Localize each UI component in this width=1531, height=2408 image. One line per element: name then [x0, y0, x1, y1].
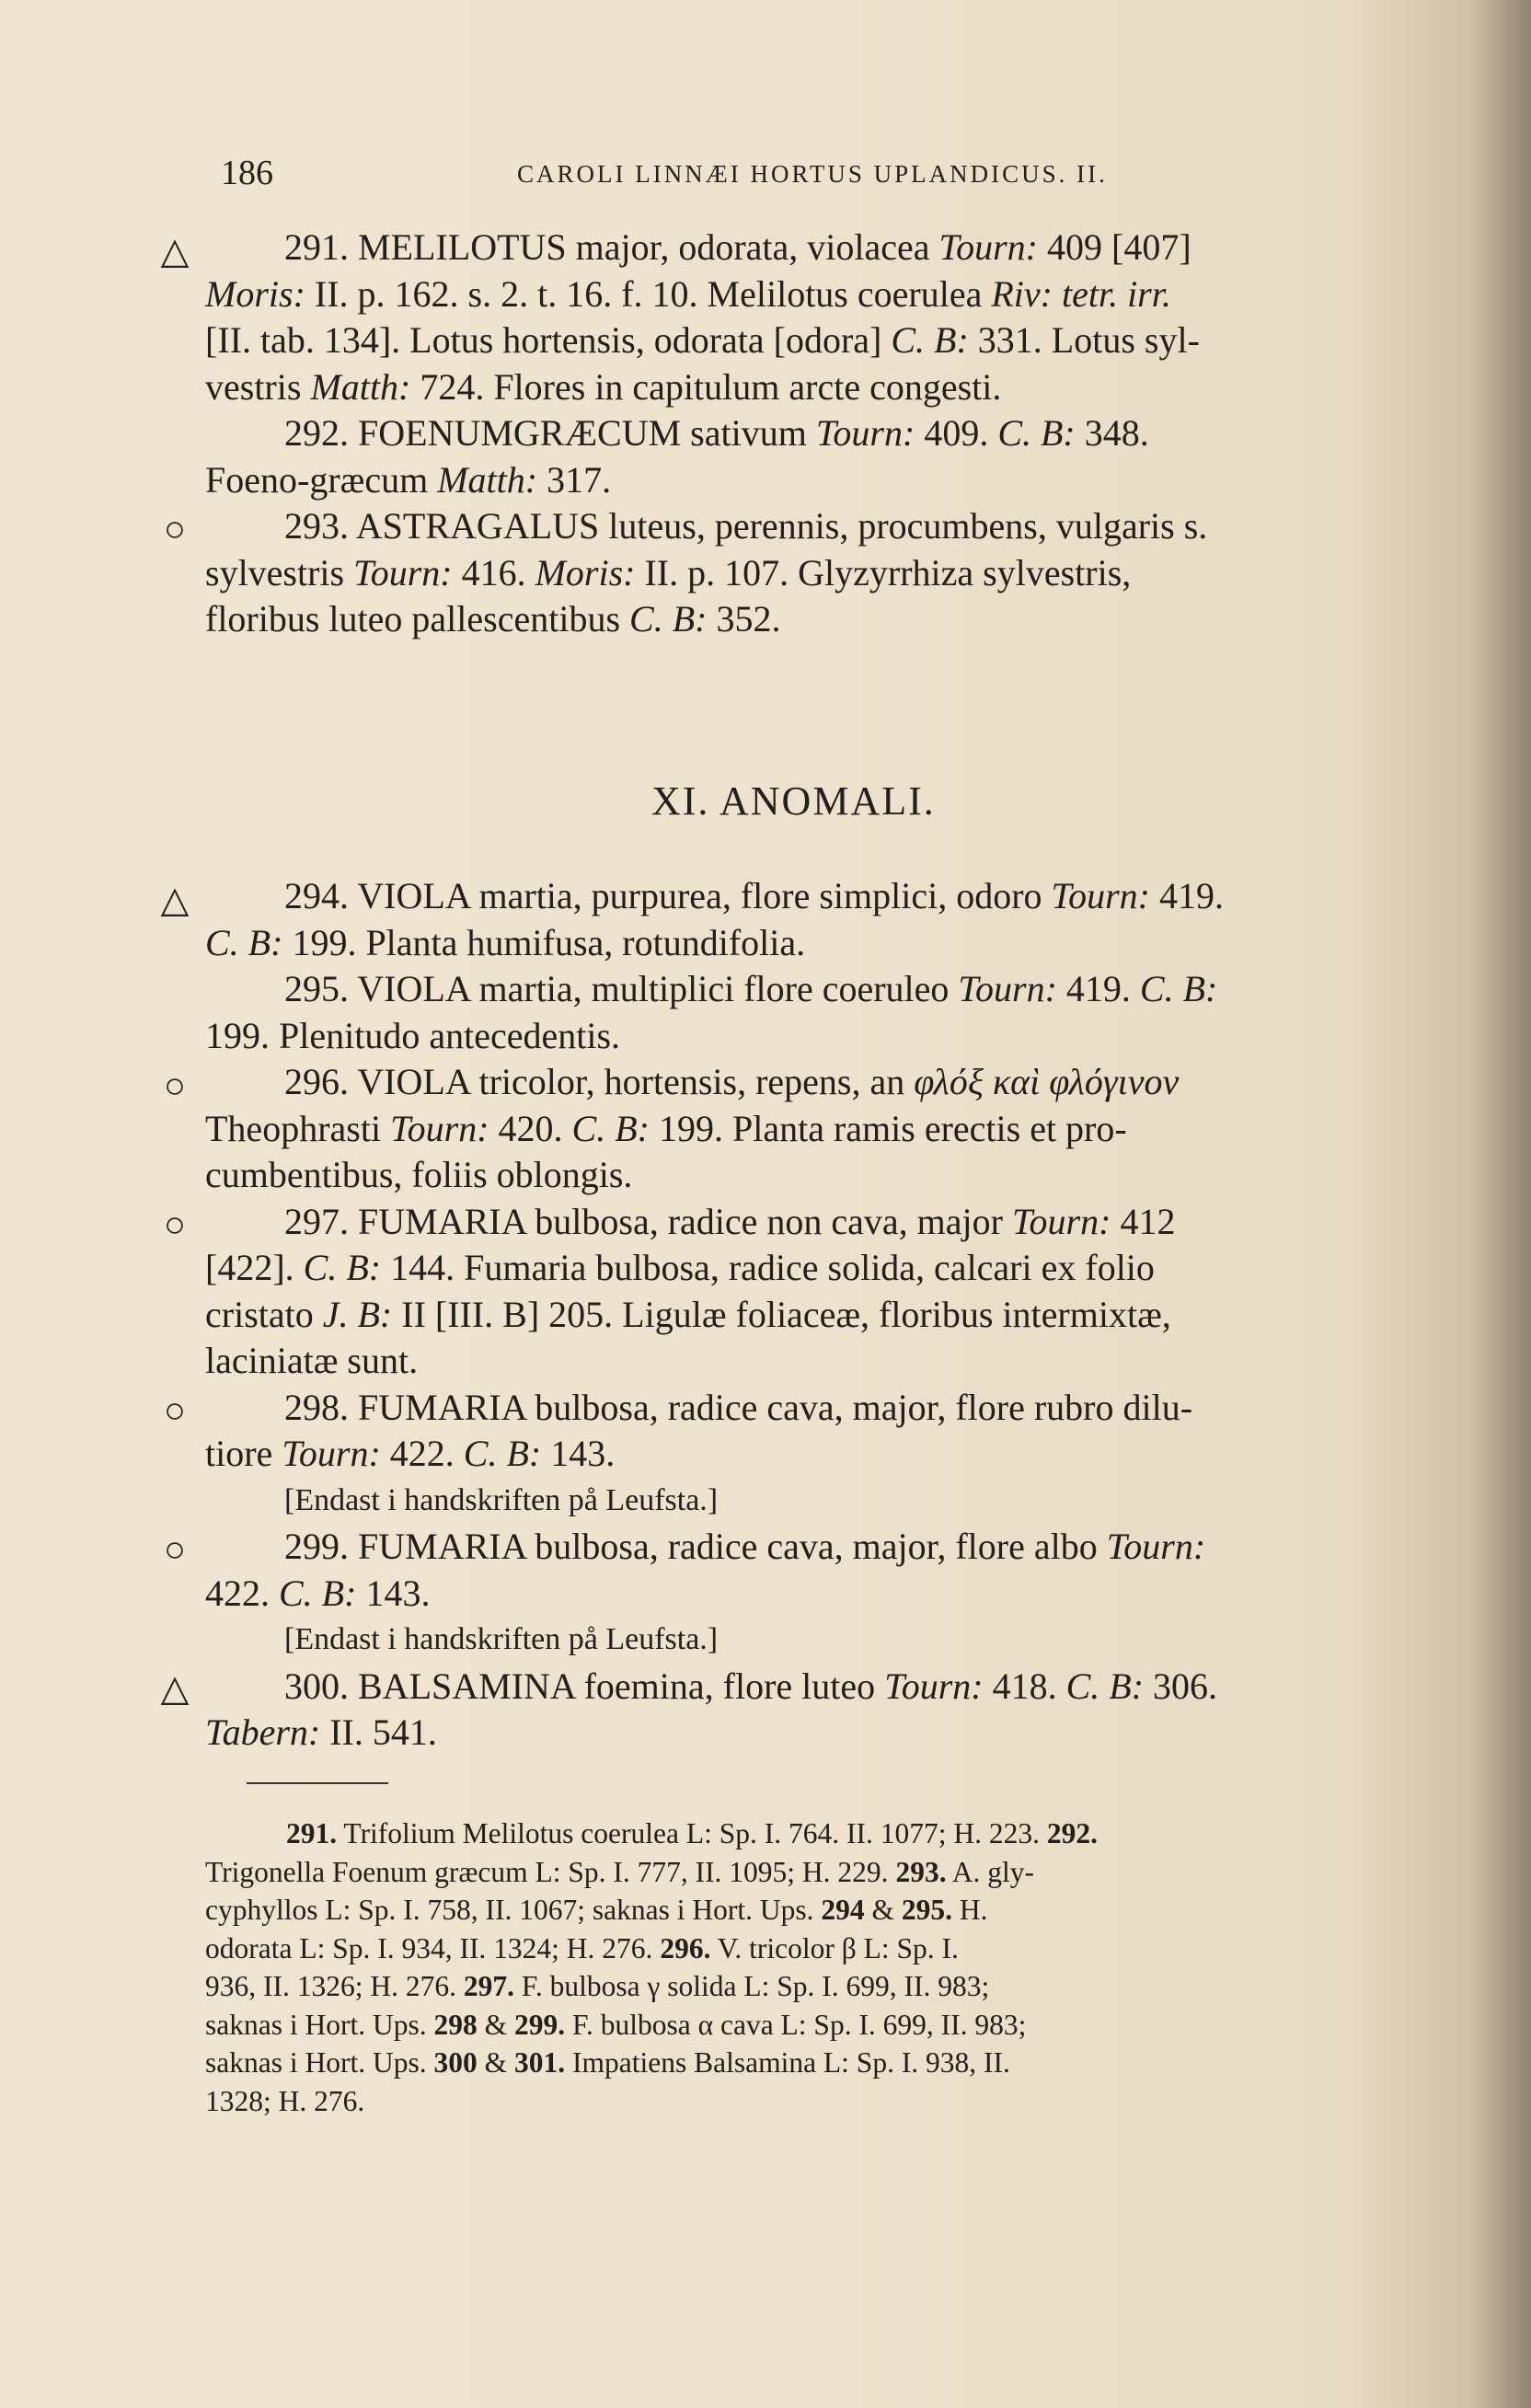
entry-299-line-1: 299. FUMARIA bulbosa, radice cava, major, flore albo Tourn:: [284, 1526, 1206, 1567]
entry-298-bracket-note: [Endast i handskriften på Leufsta.]: [284, 1482, 719, 1517]
entry-295-line-1: 295. VIOLA martia, multiplici flore coeruleo Tourn: 419. C. B:: [284, 968, 1218, 1009]
footnotes: [205, 1815, 1429, 2120]
entry-296-line-2: Theophrasti Tourn: 420. C. B: 199. Planta ramis erectis et pro-: [205, 1107, 1127, 1149]
entry-298-line-1: 298. FUMARIA bulbosa, radice cava, major, flore rubro dilu-: [284, 1386, 1193, 1428]
entry-292-line-1: 292. FOENUMGRÆCUM sativum Tourn: 409. C. B: 348.: [284, 412, 1149, 454]
footnote-line-4: odorata L: Sp. I. 934, II. 1324; H. 276. 296. V. tricolor β L: Sp. I.: [205, 1931, 959, 1964]
running-head: CAROLI LINNÆI HORTUS UPLANDICUS. II.: [517, 160, 1108, 188]
triangle-symbol: △: [160, 879, 190, 920]
entries-291-293: [205, 225, 1429, 643]
entry-294-line-1: 294. VIOLA martia, purpurea, flore simplici, odoro Tourn: 419.: [284, 875, 1224, 916]
entry-291-line-1: 291. MELILOTUS major, odorata, violacea Tourn: 409 [407]: [284, 226, 1191, 268]
page-number: 186: [221, 154, 273, 192]
entry-299-bracket-note: [Endast i handskriften på Leufsta.]: [284, 1622, 719, 1656]
footnote-line-3: cyphyllos L: Sp. I. 758, II. 1067; saknas i Hort. Ups. 294 & 295. H.: [205, 1894, 988, 1926]
entry-297-line-2: [422]. C. B: 144. Fumaria bulbosa, radice solida, calcari ex folio: [205, 1247, 1155, 1288]
entry-296-line-3: cumbentibus, foliis oblongis.: [205, 1154, 633, 1195]
entry-298-line-2: tiore Tourn: 422. C. B: 143.: [205, 1433, 616, 1474]
footnote-rule: [247, 1782, 388, 1784]
entry-293-line-2: sylvestris Tourn: 416. Moris: II. p. 107. Glyzyrrhiza sylvestris,: [205, 551, 1132, 593]
footnote-line-2: Trigonella Foenum græcum L: Sp. I. 777, II. 1095; H. 229. 293. A. gly-: [205, 1855, 1034, 1888]
entry-291-line-2: Moris: II. p. 162. s. 2. t. 16. f. 10. Melilotus coerulea Riv: tetr. irr.: [205, 272, 1171, 315]
entry-297-line-4: laciniatæ sunt.: [205, 1340, 419, 1381]
entry-293-line-3: floribus luteo pallescentibus C. B: 352.: [205, 598, 781, 639]
triangle-symbol: △: [160, 230, 190, 271]
entry-297-line-1: 297. FUMARIA bulbosa, radice non cava, major Tourn: 412: [284, 1200, 1176, 1242]
entry-296-line-1: 296. VIOLA tricolor, hortensis, repens, an φλόξ καὶ φλόγινον: [284, 1061, 1180, 1102]
entry-300-line-2: Tabern: II. 541.: [205, 1711, 437, 1753]
footnote-line-6: saknas i Hort. Ups. 298 & 299. F. bulbosa α cava L: Sp. I. 699, II. 983;: [205, 2008, 1027, 2041]
footnote-line-1: 291. Trifolium Melilotus coerulea L: Sp. I. 764. II. 1077; H. 223. 292.: [286, 1817, 1098, 1849]
page-header: [221, 153, 1445, 199]
entry-292-line-2: Foeno-græcum Matth: 317.: [205, 458, 612, 501]
circle-symbol: ○: [163, 1528, 187, 1570]
section-title: XI. ANOMALI.: [651, 778, 936, 824]
entry-295-line-2: 199. Plenitudo antecedentis.: [205, 1014, 621, 1056]
entry-300-line-1: 300. BALSAMINA foemina, flore luteo Tourn: 418. C. B: 306.: [284, 1665, 1218, 1707]
entry-293-line-1: 293. ASTRAGALUS luteus, perennis, procumbens, vulgaris s.: [284, 505, 1208, 547]
entry-297-line-3: cristato J. B: II [III. B] 205. Ligulæ foliaceæ, floribus intermixtæ,: [205, 1293, 1171, 1335]
entry-294-line-2: C. B: 199. Planta humifusa, rotundifolia.: [205, 921, 806, 963]
circle-symbol: ○: [163, 1204, 187, 1245]
entries-294-300: [205, 873, 1429, 1757]
footnote-line-5: 936, II. 1326; H. 276. 297. F. bulbosa γ solida L: Sp. I. 699, II. 983;: [205, 1970, 990, 2002]
circle-symbol: ○: [163, 508, 187, 549]
entry-299-line-2: 422. C. B: 143.: [205, 1572, 431, 1614]
circle-symbol: ○: [163, 1065, 187, 1106]
circle-symbol: ○: [163, 1389, 187, 1431]
triangle-symbol: △: [160, 1667, 190, 1709]
entry-291-line-3: [II. tab. 134]. Lotus hortensis, odorata [odora] C. B: 331. Lotus syl-: [205, 319, 1200, 361]
footnote-line-7: saknas i Hort. Ups. 300 & 301. Impatiens Balsamina L: Sp. I. 938, II.: [205, 2046, 1010, 2079]
entry-291-line-4: vestris Matth: 724. Flores in capitulum arcte congesti.: [205, 365, 1002, 408]
footnote-line-8: 1328; H. 276.: [205, 2084, 365, 2117]
